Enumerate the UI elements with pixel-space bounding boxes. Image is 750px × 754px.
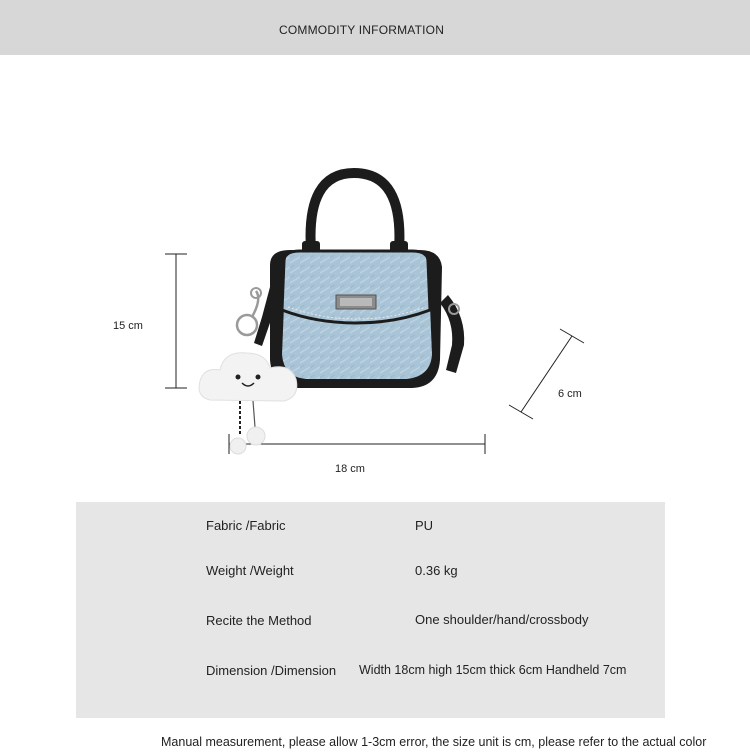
- spec-value-fabric: PU: [415, 518, 434, 533]
- spec-label-method: Recite the Method: [206, 613, 312, 628]
- header-bar: [0, 0, 750, 55]
- height-label: 15 cm: [113, 320, 143, 332]
- page-title: COMMODITY INFORMATION: [279, 23, 445, 37]
- spec-table: [76, 502, 665, 718]
- spec-label-fabric: Fabric /Fabric: [206, 518, 286, 533]
- height-dimension-line: [165, 254, 187, 388]
- width-label: 18 cm: [335, 463, 365, 475]
- spec-value-weight: 0.36 kg: [415, 563, 458, 578]
- spec-label-dimension: Dimension /Dimension: [206, 663, 337, 678]
- measurement-note: Manual measurement, please allow 1-3cm error, the size unit is cm, please refer to the actual color: [161, 735, 707, 749]
- spec-value-dimension: Width 18cm high 15cm thick 6cm Handheld 7cm: [359, 663, 627, 677]
- handbag-svg: [0, 55, 750, 500]
- spec-value-method: One shoulder/hand/crossbody: [415, 612, 589, 627]
- thickness-dimension-line: [509, 329, 584, 419]
- thickness-label: 6 cm: [558, 388, 582, 400]
- width-dimension-line: [229, 434, 485, 454]
- spec-label-weight: Weight /Weight: [206, 563, 294, 578]
- cloud-charm: [199, 353, 297, 454]
- product-illustration: [0, 55, 750, 500]
